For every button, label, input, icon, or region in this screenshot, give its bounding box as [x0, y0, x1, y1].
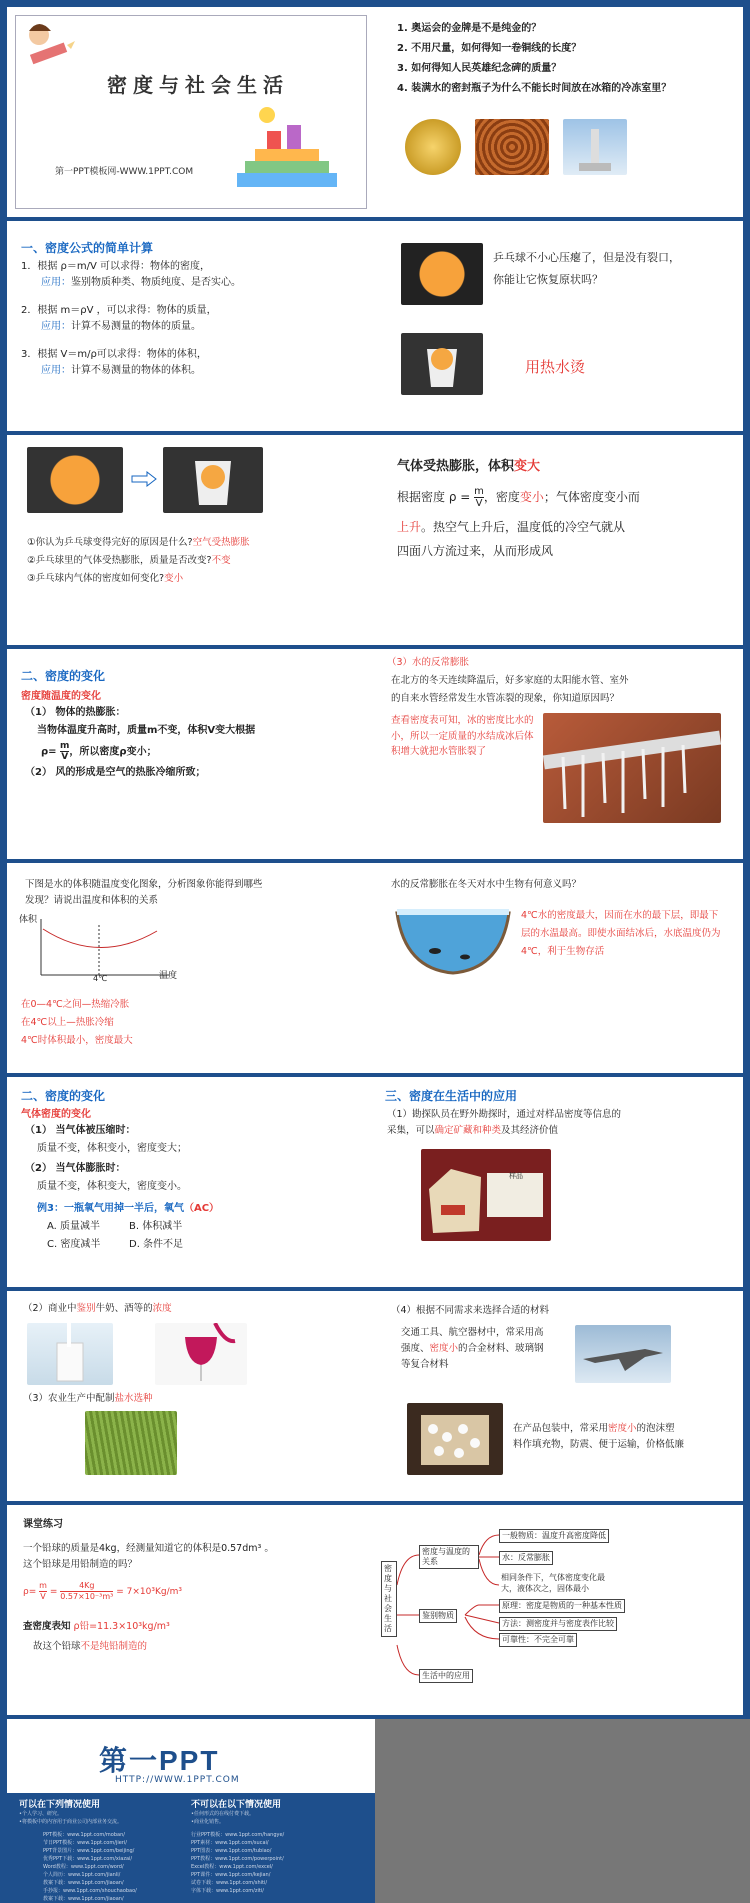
result-2: 在4℃以上—热胀冷缩 — [21, 1017, 114, 1028]
link-right[interactable]: PPT课件：www.1ppt.com/kejian/ — [191, 1872, 271, 1878]
link-left[interactable]: 手抄报：www.1ppt.com/shouchaobao/ — [43, 1888, 137, 1894]
copper-wire-photo — [475, 119, 549, 175]
heading-b: 变大 — [514, 459, 541, 474]
slide-pingpong-questions — [7, 435, 375, 645]
line-3: （2） 当气体膨胀时： — [25, 1163, 126, 1174]
fraction — [60, 741, 69, 762]
can-1: •个人学习、研究。 — [19, 1811, 62, 1817]
q1-text: ①你认为乒乓球变得完好的原因是什么? — [27, 537, 193, 548]
slide-commerce-agri — [7, 1291, 375, 1501]
question-1: 1. 奥运会的金牌是不是纯金的？ — [397, 23, 542, 34]
pack-line-2: 料作填充物，防震、便于运输，价格低廉 — [513, 1439, 685, 1450]
slide-exercise — [7, 1505, 375, 1715]
answer-text: 用热水烫 — [525, 358, 586, 376]
fraction-2 — [60, 1581, 113, 1602]
p1c: 变小 — [519, 490, 544, 504]
gray-filler — [375, 1719, 750, 1903]
p2b: 确定矿藏和种类 — [434, 1125, 502, 1136]
heading — [397, 457, 540, 478]
slide-title-text: 密度与社会生活 — [107, 73, 289, 97]
table-b: ρ铅=11.3×10³kg/m³ — [73, 1621, 170, 1632]
y-axis-label: 体积 — [19, 915, 38, 925]
heading: 三、密度在生活中的应用 — [385, 1089, 518, 1103]
a2-text: 不变 — [211, 555, 231, 566]
option-d: D. 条件不足 — [129, 1239, 184, 1250]
option-a: A. 质量减半 — [47, 1221, 101, 1232]
para-line-3: 四面八方流过来，从而形成风 — [397, 544, 554, 558]
heading: 一、密度公式的简单计算 — [21, 241, 154, 255]
heading: 二、密度的变化 — [21, 669, 106, 683]
para-2: 这个铅球是用铅制造的吗？ — [23, 1559, 138, 1570]
leaf-general: 一般物质：温度升高密度降低 — [499, 1529, 609, 1543]
root-node: 密度与社会生活 — [381, 1561, 397, 1637]
para-3: 等复合材料 — [401, 1359, 449, 1370]
l2a: （3）农业生产中配制 — [23, 1393, 115, 1404]
wine-photo — [155, 1323, 247, 1385]
apply-text: 计算不易测量的物体的质量。 — [71, 321, 201, 332]
leaf-states: 相同条件下，气体密度变化最大，液体次之，固体最小 — [501, 1573, 605, 1593]
para-2 — [387, 1123, 558, 1138]
restored-ball-photo — [163, 447, 263, 513]
slide-gas-density — [7, 1077, 375, 1287]
question-4: 4. 装满水的密封瓶子为什么不能长时间放在冰箱的冷冻室里？ — [397, 83, 672, 94]
books-illustration — [227, 103, 347, 195]
frac-den: V — [61, 752, 69, 762]
line-1: （1） 当气体被压缩时： — [25, 1125, 136, 1136]
q1: 在产品包装中，常采用 — [513, 1423, 609, 1434]
question-3: 3. 如何得知人民英雄纪念碑的质量？ — [397, 63, 562, 74]
heading-a: 气体受热膨胀，体积 — [397, 459, 515, 474]
conclusion — [33, 1639, 147, 1654]
para-2: 的自来水管经常发生水管冻裂的现象，你知道原因吗？ — [391, 693, 620, 704]
slide-density-change — [7, 649, 375, 859]
p2b: 。热空气上升后，温度低的冷空气就从 — [421, 520, 626, 534]
dented-ball-photo — [27, 447, 123, 513]
table-a: 查密度表知 — [23, 1621, 71, 1632]
line-3-tail: ，所以密度ρ变小； — [69, 746, 157, 758]
links-right — [191, 1831, 284, 1895]
l1a: （2）商业中 — [23, 1303, 77, 1314]
question-2: 2. 不用尺量，如何得知一卷铜线的长度？ — [397, 43, 582, 54]
para-line-1 — [397, 485, 640, 509]
link-left[interactable]: PPT背景图片：www.1ppt.com/beijing/ — [43, 1848, 135, 1854]
a1-text: 空气受热膨胀 — [192, 537, 250, 548]
p1d: ；气体密度变小而 — [543, 490, 640, 504]
tick-4c: 4℃ — [93, 974, 108, 983]
branch-temperature: 密度与温度的关系 — [419, 1545, 479, 1569]
line-4: 质量不变，体积变大，密度变小。 — [37, 1181, 187, 1192]
answer: 查看密度表可知，冰的密度比水的小，所以一定质量的水结成冰后体积增大就把水管胀裂了 — [391, 715, 534, 758]
line-2b — [41, 319, 201, 335]
cannot-2: •商业化销售。 — [191, 1819, 224, 1825]
concl-a: 故这个铅球 — [33, 1641, 81, 1652]
frac-num: m — [60, 741, 70, 751]
p2a: 上升 — [397, 520, 422, 534]
links-left — [43, 1831, 137, 1903]
line-1: （4）根据不同需求来选择合适的材料 — [391, 1305, 550, 1316]
l1d: 浓度 — [152, 1303, 172, 1314]
link-right[interactable]: 行业PPT模板：www.1ppt.com/hangye/ — [191, 1832, 285, 1838]
leaf-method: 方法：测密度并与密度表作比较 — [499, 1617, 617, 1631]
example-text: 例3：一瓶氧气用掉一半后，氧气 — [37, 1203, 184, 1214]
fraction — [39, 1581, 47, 1602]
gold-medal-photo — [405, 119, 461, 175]
mineral-sample-photo — [421, 1149, 551, 1241]
para-1: 交通工具、航空器材中，常采用高 — [401, 1327, 544, 1338]
link-right[interactable]: 试卷下载：www.1ppt.com/shiti/ — [191, 1880, 268, 1886]
dented-ball-photo — [401, 243, 483, 305]
leaf-principle: 原理：密度是物质的一种基本性质 — [499, 1599, 625, 1613]
slide-life-meaning — [375, 863, 743, 1073]
branch-identify: 鉴别物质 — [419, 1609, 457, 1623]
line-2: 质量不变，体积变小，密度变大； — [37, 1143, 187, 1154]
branch-life: 生活中的应用 — [419, 1669, 473, 1683]
calc-c: = 7×10³Kg/m³ — [116, 1587, 182, 1597]
answer: 4℃水的密度最大，因而在水的最下层，即最下层的水温最高。即使水面结冰后，水底温度仍为4℃，利于生物存活 — [521, 910, 721, 958]
slide-gas-expansion — [375, 435, 743, 645]
link-left[interactable]: PPT模板：www.1ppt.com/moban/ — [43, 1832, 125, 1838]
q3-text: ③乒乓球内气体的密度如何变化? — [27, 573, 165, 584]
slide-water-anomaly — [375, 649, 743, 859]
option-c: C. 密度减半 — [47, 1239, 101, 1250]
calc-a: ρ= — [23, 1587, 37, 1597]
slide-application — [375, 1077, 743, 1287]
q2-text: ②乒乓球里的气体受热膨胀，质量是否改变? — [27, 555, 212, 566]
calc — [23, 1581, 182, 1602]
result-3: 4℃时体积最小，密度最大 — [21, 1035, 133, 1046]
line-2 — [23, 1391, 153, 1406]
milk-photo — [27, 1323, 113, 1385]
question: 水的反常膨胀在冬天对水中生物有何意义吗？ — [391, 879, 582, 890]
pond-illustration — [395, 899, 511, 979]
link-right[interactable]: PPT图表：www.1ppt.com/tubiao/ — [191, 1848, 272, 1854]
cannot-1: •任何形式的在线付费下载。 — [191, 1811, 254, 1817]
link-left[interactable]: 教案下载：www.1ppt.com/jiaoan/ — [43, 1880, 124, 1886]
example — [37, 1201, 219, 1217]
frac-den-2: 0.57×10⁻³m³ — [60, 1592, 114, 1601]
frozen-pipe-photo — [543, 713, 721, 823]
a3-text: 变小 — [164, 573, 184, 584]
slide-formula — [7, 221, 375, 431]
l2b: 盐水选种 — [114, 1393, 153, 1404]
line-2: 2．根据 m＝ρV ，可以求得：物体的质量， — [21, 305, 217, 316]
p2c: 及其经济价值 — [501, 1125, 559, 1136]
line-1: （1） 物体的热膨胀： — [25, 707, 126, 718]
subheading: 密度随温度的变化 — [21, 691, 101, 702]
frac-num: m — [474, 486, 484, 497]
line-3 — [41, 741, 157, 762]
ball-in-water-photo — [401, 333, 483, 395]
logo-url: HTTP://WWW.1PPT.COM — [115, 1775, 240, 1785]
p1b: ，密度 — [483, 490, 520, 504]
link-left[interactable]: 优秀PPT下载：www.1ppt.com/xiazai/ — [43, 1856, 133, 1862]
q2 — [27, 553, 231, 568]
cannot-title: 不可以在以下情况使用 — [191, 1800, 282, 1810]
sample-label: 样品 — [509, 1172, 523, 1180]
line-1 — [23, 1301, 172, 1316]
foam-package-photo — [407, 1403, 503, 1475]
apply-text: 鉴别物质种类、物质纯度、是否实心。 — [71, 277, 241, 288]
leaf-reliability: 可靠性：不完全可靠 — [499, 1633, 577, 1647]
title: （3）水的反常膨胀 — [387, 657, 470, 668]
p2c: 的合金材料、玻璃钢 — [458, 1343, 544, 1354]
can-title: 可以在下列情况使用 — [19, 1800, 101, 1810]
monument-photo — [563, 119, 627, 175]
apply-text: 计算不易测量的物体的体积。 — [71, 365, 201, 376]
apply-label: 应用： — [41, 365, 71, 376]
line-1: 1．根据 ρ＝m/V 可以求得：物体的密度， — [21, 261, 211, 272]
pingpong-text: 乒乓球不小心压瘪了，但是没有裂口，你能让它恢复原状吗？ — [493, 251, 680, 286]
line-3b — [41, 363, 201, 379]
apply-label: 应用： — [41, 277, 71, 288]
fraction — [474, 486, 484, 509]
para-1: 在北方的冬天连续降温后，好多家庭的太阳能水管、室外 — [391, 675, 629, 686]
link-right[interactable]: PPT教程：www.1ppt.com/powerpoint/ — [191, 1856, 284, 1862]
p2a: 采集，可以 — [387, 1125, 435, 1136]
q1 — [27, 535, 250, 550]
para-1: 下图是水的体积随温度变化图象，分析图象你能得到哪些 — [25, 879, 263, 890]
slide-pingpong — [375, 221, 743, 431]
slide-questions — [375, 7, 743, 217]
para-2 — [401, 1341, 544, 1356]
link-left[interactable]: 教案下载：www.1ppt.com/jiaoan/ — [43, 1896, 124, 1902]
license-panel — [7, 1793, 375, 1903]
link-left[interactable]: 个人简历：www.1ppt.com/jianli/ — [43, 1872, 121, 1878]
pack-line-1 — [513, 1421, 675, 1436]
heading: 二、密度的变化 — [21, 1089, 106, 1103]
link-right[interactable]: PPT素材：www.1ppt.com/sucai/ — [191, 1840, 269, 1846]
calc-b: = — [49, 1587, 58, 1597]
q1c: 的泡沫塑 — [636, 1423, 675, 1434]
link-left[interactable]: 节日PPT模板：www.1ppt.com/jieri/ — [43, 1840, 127, 1846]
link-left[interactable]: Word教程：www.1ppt.com/word/ — [43, 1864, 124, 1870]
link-right[interactable]: 字体下载：www.1ppt.com/ziti/ — [191, 1888, 264, 1894]
table-line — [23, 1619, 170, 1634]
q1b: 密度小 — [608, 1423, 637, 1434]
apply-label: 应用： — [41, 321, 71, 332]
example-answer: （AC） — [183, 1203, 220, 1214]
q3 — [27, 571, 183, 586]
logo: 第一PPT — [99, 1745, 220, 1776]
option-b: B. 体积减半 — [129, 1221, 183, 1232]
link-right[interactable]: Excel教程：www.1ppt.com/excel/ — [191, 1864, 273, 1870]
line-2: 当物体温度升高时，质量m不变，体积V变大根据 — [37, 725, 256, 736]
rho: ρ= — [41, 746, 57, 758]
can-2: •将模板中的内容用于商业公司内部业务交流。 — [19, 1819, 122, 1825]
frac-num-2: 4Kg — [60, 1581, 113, 1592]
slide-volume-graph — [7, 863, 375, 1073]
exercise-title: 课堂练习 — [23, 1519, 63, 1530]
leaf-water: 水：反常膨胀 — [499, 1551, 553, 1565]
slide-summary-map — [375, 1505, 743, 1715]
x-axis-label: 温度 — [159, 971, 178, 981]
concl-b: 不是纯铅制造的 — [80, 1641, 148, 1652]
slide-title — [7, 7, 375, 217]
subheading: 气体密度的变化 — [21, 1109, 91, 1120]
license-slide — [7, 1719, 375, 1903]
line-3: 3．根据 V＝m/ρ可以求得：物体的体积， — [21, 349, 207, 360]
para-2: 发现？请说出温度和体积的关系 — [25, 895, 159, 906]
slide-footer-text: 第一PPT模板网-WWW.1PPT.COM — [55, 167, 194, 177]
volume-temperature-graph — [19, 913, 189, 987]
frac-den: V — [475, 498, 483, 509]
l1c: 牛奶、酒等的 — [95, 1303, 153, 1314]
para-1: 一个铅球的质量是4kg，经测量知道它的体积是0.57dm³ 。 — [23, 1543, 274, 1554]
para-line-2 — [397, 515, 625, 539]
pencil-girl-illustration — [17, 17, 77, 77]
rice-field-photo — [85, 1411, 177, 1475]
frac-num: m — [39, 1581, 47, 1590]
p2b: 密度小 — [429, 1343, 459, 1354]
arrow-icon — [131, 471, 157, 491]
line-4: （2） 风的形成是空气的热胀冷缩所致； — [25, 767, 206, 778]
line-1b — [41, 275, 241, 291]
p1a: 根据密度 ρ = — [397, 490, 471, 504]
para-1: （1）勘探队员在野外勘探时，通过对样品密度等信息的 — [387, 1109, 622, 1120]
slide-materials — [375, 1291, 743, 1501]
jet-photo — [575, 1325, 671, 1383]
l1b: 鉴别 — [76, 1303, 96, 1314]
p2a: 强度、 — [401, 1343, 430, 1354]
frac-den: V — [40, 1592, 46, 1601]
result-1: 在0—4℃之间—热缩冷胀 — [21, 999, 130, 1010]
